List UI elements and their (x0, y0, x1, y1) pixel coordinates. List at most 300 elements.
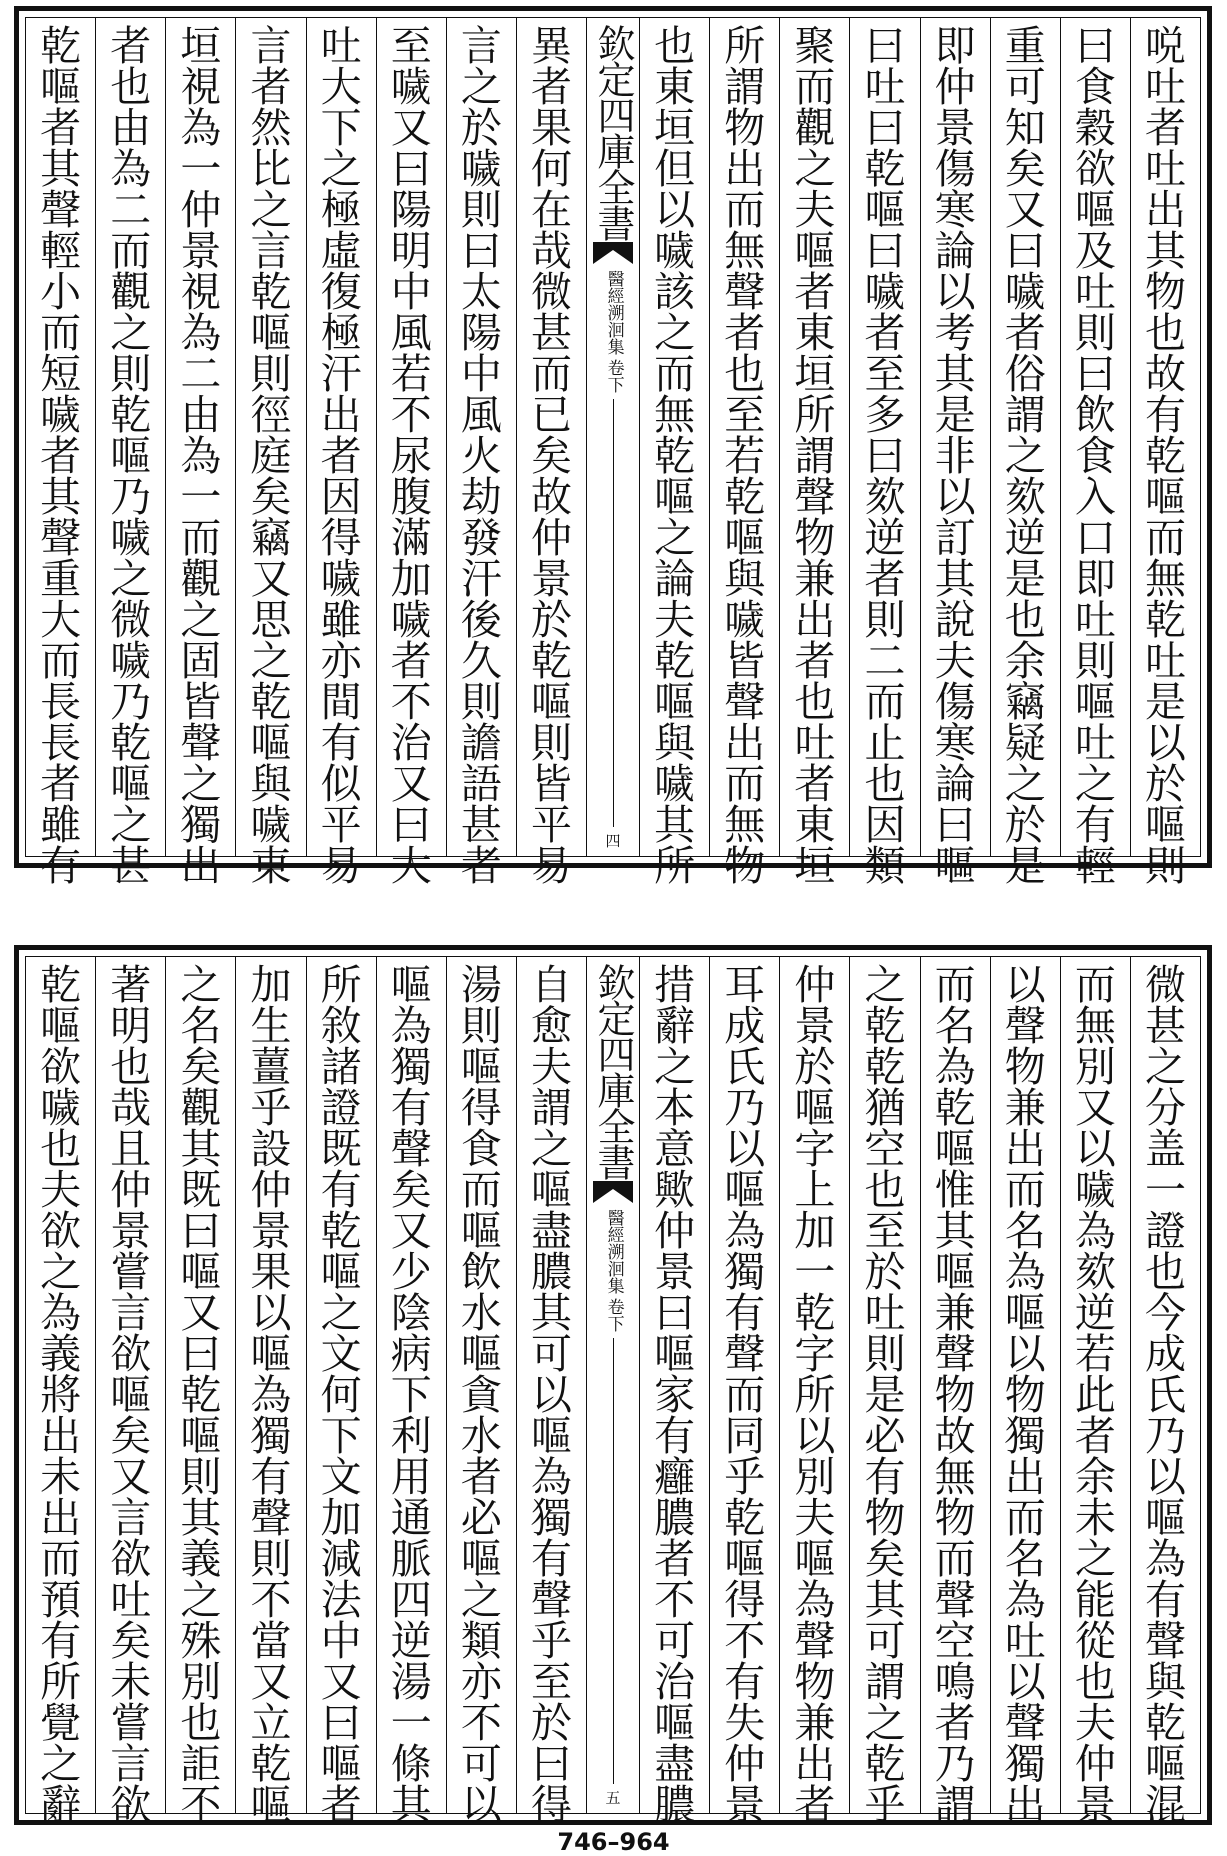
character: 為 (180, 432, 222, 480)
character: 非 (934, 432, 976, 480)
character: 也 (724, 350, 766, 398)
character: 有 (250, 1453, 292, 1501)
character: 之 (460, 63, 502, 111)
character: 謂 (794, 432, 836, 480)
character: 以 (1074, 1125, 1116, 1173)
center-fold (586, 18, 639, 856)
character: 微 (1144, 961, 1186, 1009)
text-column (235, 18, 305, 890)
character: 乾 (934, 1084, 976, 1132)
character: 乾 (1144, 1699, 1186, 1747)
character: 乾 (180, 1371, 222, 1419)
character: 聲 (40, 514, 82, 562)
character: 所 (724, 22, 766, 70)
character: 之 (654, 309, 696, 357)
character: 得 (724, 1576, 766, 1624)
character: 吐 (1144, 145, 1186, 193)
character: 嘔 (1144, 1740, 1186, 1788)
character: 果 (250, 1248, 292, 1296)
character: 雖 (40, 801, 82, 849)
character: 以 (794, 1412, 836, 1460)
character: 嘔 (794, 227, 836, 275)
work-title: 醫經溯洄集 (603, 270, 624, 355)
character: 嘔 (110, 1371, 152, 1419)
character: 與 (1144, 1658, 1186, 1706)
character: 由 (180, 391, 222, 439)
character: 物 (724, 842, 766, 890)
character: 嘔 (250, 719, 292, 767)
character: 湯 (390, 1658, 432, 1706)
character: 自 (530, 961, 572, 1009)
character: 嘔 (724, 514, 766, 562)
character: 而 (40, 637, 82, 685)
character: 文 (320, 1330, 362, 1378)
character: 不 (390, 678, 432, 726)
character: 為 (180, 104, 222, 152)
character: 當 (250, 1617, 292, 1665)
character: 嘔 (460, 1043, 502, 1091)
character: 余 (1004, 637, 1046, 685)
character: 嘔 (1144, 801, 1186, 849)
character: 吐 (320, 22, 362, 70)
character: 聲 (934, 1576, 976, 1624)
character: 別 (794, 1453, 836, 1501)
character: 無 (724, 227, 766, 275)
character: 為 (1004, 1248, 1046, 1296)
character: 又 (1004, 186, 1046, 234)
character: 以 (654, 186, 696, 234)
character: 者 (40, 104, 82, 152)
character: 者 (934, 1699, 976, 1747)
center-rule (613, 1338, 614, 1784)
character: 東 (794, 801, 836, 849)
character: 有 (1144, 391, 1186, 439)
character: 景 (794, 1002, 836, 1050)
character: 仲 (250, 1166, 292, 1214)
character: 中 (320, 1617, 362, 1665)
character: 所 (654, 842, 696, 890)
character: 甚 (1144, 1002, 1186, 1050)
character: 未 (1074, 1494, 1116, 1542)
character: 噦 (1004, 268, 1046, 316)
character: 乾 (530, 637, 572, 685)
character: 而 (180, 514, 222, 562)
character: 其 (1144, 227, 1186, 275)
character: 又 (390, 760, 432, 808)
character: 出 (180, 842, 222, 890)
character: 夫 (1074, 1699, 1116, 1747)
character: 食 (460, 1125, 502, 1173)
character: 乃 (724, 1084, 766, 1132)
character: 也 (864, 760, 906, 808)
character: 汗 (460, 555, 502, 603)
character: 空 (864, 1125, 906, 1173)
character: 得 (460, 1084, 502, 1132)
character: 知 (1004, 104, 1046, 152)
character: 得 (530, 1781, 572, 1829)
character: 後 (460, 596, 502, 644)
character: 寒 (934, 186, 976, 234)
character: 下 (390, 1371, 432, 1419)
character: 劫 (460, 473, 502, 521)
character: 之 (654, 1043, 696, 1091)
character: 少 (390, 1248, 432, 1296)
character: 者 (250, 63, 292, 111)
character: 嘔 (530, 1166, 572, 1214)
character: 二 (180, 350, 222, 398)
character: 可 (530, 1330, 572, 1378)
character: 即 (1074, 555, 1116, 603)
character: 之 (1074, 760, 1116, 808)
character: 耳 (724, 961, 766, 1009)
character: 極 (320, 309, 362, 357)
character: 者 (1144, 104, 1186, 152)
character: 哾 (1144, 22, 1186, 70)
character: 其 (530, 1289, 572, 1337)
character: 嘔 (40, 63, 82, 111)
text-column (446, 18, 516, 890)
character: 脈 (390, 1535, 432, 1583)
character: 則 (530, 719, 572, 767)
character: 其 (180, 1494, 222, 1542)
character: 能 (1074, 1576, 1116, 1624)
character: 歟 (654, 1166, 696, 1214)
character: 以 (1144, 1453, 1186, 1501)
character: 觀 (180, 1084, 222, 1132)
character: 混 (1144, 1781, 1186, 1829)
character: 詎 (180, 1740, 222, 1788)
character: 預 (40, 1576, 82, 1624)
character: 水 (460, 1412, 502, 1460)
character: 哉 (110, 1084, 152, 1132)
character: 乾 (724, 473, 766, 521)
character: 可 (654, 1617, 696, 1665)
character: 二 (864, 637, 906, 685)
character: 之 (1144, 1043, 1186, 1091)
character: 而 (460, 1166, 502, 1214)
character: 則 (110, 350, 152, 398)
character: 竊 (1004, 678, 1046, 726)
character: 者 (460, 1453, 502, 1501)
character: 所 (40, 1658, 82, 1706)
text-column (306, 18, 376, 890)
character: 俗 (1004, 350, 1046, 398)
book-title: 欽定四庫全書 (591, 24, 635, 240)
character: 嘔 (724, 1535, 766, 1583)
character: 汗 (320, 350, 362, 398)
character: 者 (110, 22, 152, 70)
character: 而 (1074, 961, 1116, 1009)
character: 乾 (794, 1289, 836, 1337)
character: 嘔 (934, 842, 976, 890)
character: 今 (1144, 1289, 1186, 1337)
character: 有 (530, 1535, 572, 1583)
character: 矣 (180, 1043, 222, 1091)
top-page-text-area (25, 17, 1201, 890)
character: 出 (724, 719, 766, 767)
character: 之 (40, 1248, 82, 1296)
character: 愈 (530, 1002, 572, 1050)
character: 別 (180, 1658, 222, 1706)
character: 仲 (724, 1740, 766, 1788)
character: 將 (40, 1371, 82, 1419)
character: 風 (460, 391, 502, 439)
character: 曰 (864, 22, 906, 70)
character: 又 (390, 104, 432, 152)
character: 逆 (864, 514, 906, 562)
character: 至 (390, 22, 432, 70)
character: 則 (250, 1535, 292, 1583)
character: 之 (794, 145, 836, 193)
character: 夫 (934, 637, 976, 685)
character: 復 (320, 268, 362, 316)
character: 一 (794, 1248, 836, 1296)
character: 嘔 (934, 1125, 976, 1173)
character: 有 (40, 842, 82, 890)
character: 物 (794, 1658, 836, 1706)
character: 易 (530, 842, 572, 890)
character: 之 (180, 596, 222, 644)
character: 嘔 (460, 1330, 502, 1378)
character: 乾 (320, 1207, 362, 1255)
character: 加 (390, 555, 432, 603)
character: 有 (320, 719, 362, 767)
character: 乾 (1144, 432, 1186, 480)
character: 其 (40, 145, 82, 193)
character: 乾 (654, 637, 696, 685)
character: 有 (1074, 801, 1116, 849)
character: 訂 (934, 514, 976, 562)
character: 則 (180, 1453, 222, 1501)
character: 無 (724, 801, 766, 849)
character: 曰 (180, 1207, 222, 1255)
character: 四 (390, 1576, 432, 1624)
character: 鳴 (934, 1658, 976, 1706)
character: 景 (654, 1248, 696, 1296)
character: 無 (654, 391, 696, 439)
character: 於 (530, 596, 572, 644)
character: 出 (724, 145, 766, 193)
character: 而 (1004, 1494, 1046, 1542)
character: 嘔 (934, 1248, 976, 1296)
character: 必 (460, 1494, 502, 1542)
character: 以 (1144, 719, 1186, 767)
bottom-page-text-area (25, 956, 1201, 1829)
character: 為 (390, 1002, 432, 1050)
character: 有 (40, 1617, 82, 1665)
character: 是 (934, 391, 976, 439)
volume-label: 卷下 (603, 1298, 624, 1332)
character: 嘔 (320, 1740, 362, 1788)
character: 不 (180, 1781, 222, 1829)
character: 景 (180, 227, 222, 275)
character: 物 (1004, 1043, 1046, 1091)
character: 聲 (180, 719, 222, 767)
character: 皆 (530, 760, 572, 808)
character: 吐 (1004, 1617, 1046, 1665)
character: 嘔 (1144, 1494, 1186, 1542)
character: 一 (390, 1699, 432, 1747)
character: 之 (110, 801, 152, 849)
character: 水 (460, 1289, 502, 1337)
character: 有 (724, 1289, 766, 1337)
character: 者 (320, 1781, 362, 1829)
character: 文 (320, 1453, 362, 1501)
character: 垣 (794, 350, 836, 398)
character: 嘔 (530, 1412, 572, 1460)
character: 觀 (180, 555, 222, 603)
character: 乾 (110, 719, 152, 767)
character: 者 (654, 1535, 696, 1583)
character: 謂 (724, 63, 766, 111)
character: 立 (250, 1699, 292, 1747)
character: 本 (654, 1084, 696, 1132)
character: 亦 (320, 637, 362, 685)
character: 風 (390, 309, 432, 357)
character: 膿 (654, 1494, 696, 1542)
text-column (26, 18, 95, 890)
character: 獨 (250, 1412, 292, 1460)
fishtail-mark-icon (593, 242, 633, 264)
character: 下 (320, 1412, 362, 1460)
text-column (516, 18, 586, 890)
character: 條 (390, 1740, 432, 1788)
character: 之 (110, 555, 152, 603)
character: 噦 (320, 555, 362, 603)
character: 而 (654, 350, 696, 398)
character: 其 (390, 1781, 432, 1829)
character: 甚 (460, 801, 502, 849)
character: 用 (390, 1453, 432, 1501)
character: 乾 (110, 391, 152, 439)
character: 從 (1074, 1617, 1116, 1665)
character: 嘔 (1074, 186, 1116, 234)
character: 是 (864, 1371, 906, 1419)
character: 不 (250, 1576, 292, 1624)
character: 乾 (250, 1740, 292, 1788)
character: 傷 (934, 678, 976, 726)
character: 陽 (390, 186, 432, 234)
character: 甚 (530, 309, 572, 357)
character: 嘔 (40, 1002, 82, 1050)
text-column (446, 957, 516, 1829)
text-column (990, 18, 1060, 890)
character: 飲 (460, 1248, 502, 1296)
character: 曰 (864, 227, 906, 275)
character: 而 (530, 350, 572, 398)
text-column (779, 18, 849, 890)
character: 但 (654, 145, 696, 193)
character: 平 (530, 801, 572, 849)
character: 欲 (110, 1781, 152, 1829)
character: 出 (1004, 1125, 1046, 1173)
character: 矣 (530, 432, 572, 480)
character: 逆 (1074, 1289, 1116, 1337)
character: 在 (530, 186, 572, 234)
character: 大 (320, 63, 362, 111)
character: 即 (934, 22, 976, 70)
character: 言 (110, 1740, 152, 1788)
text-column (165, 957, 235, 1829)
character: 又 (250, 1658, 292, 1706)
character: 生 (250, 1002, 292, 1050)
character: 為 (180, 309, 222, 357)
character: 也 (180, 1699, 222, 1747)
character: 固 (180, 637, 222, 685)
character: 者 (864, 309, 906, 357)
character: 噦 (40, 1084, 82, 1132)
character: 腹 (390, 473, 432, 521)
character: 明 (110, 1002, 152, 1050)
character: 證 (320, 1084, 362, 1132)
character: 矣 (1004, 145, 1046, 193)
character: 吐 (1074, 268, 1116, 316)
character: 為 (934, 1043, 976, 1091)
character: 以 (530, 1371, 572, 1419)
character: 之 (1004, 432, 1046, 480)
character: 故 (1144, 350, 1186, 398)
character: 嘔 (460, 1207, 502, 1255)
character: 以 (1004, 961, 1046, 1009)
character: 噦 (390, 63, 432, 111)
character: 曰 (1074, 350, 1116, 398)
character: 嘔 (250, 1330, 292, 1378)
character: 之 (180, 961, 222, 1009)
character: 皆 (180, 678, 222, 726)
character: 之 (40, 1740, 82, 1788)
text-column (639, 957, 709, 1829)
character: 何 (530, 145, 572, 193)
character: 為 (1074, 1207, 1116, 1255)
character: 謂 (530, 1084, 572, 1132)
character: 癰 (654, 1453, 696, 1501)
character: 嘔 (654, 1699, 696, 1747)
character: 平 (320, 801, 362, 849)
character: 乾 (40, 961, 82, 1009)
text-column (779, 957, 849, 1829)
character: 出 (794, 1740, 836, 1788)
character: 則 (1074, 637, 1116, 685)
character: 既 (180, 1166, 222, 1214)
page-number: 746–964 (557, 1828, 670, 1856)
character: 短 (40, 350, 82, 398)
character: 獨 (180, 801, 222, 849)
character: 視 (180, 268, 222, 316)
character: 景 (530, 555, 572, 603)
character: 者 (724, 309, 766, 357)
character: 故 (530, 473, 572, 521)
character: 獨 (1004, 1412, 1046, 1460)
text-column (306, 957, 376, 1829)
character: 異 (530, 22, 572, 70)
text-column (235, 957, 305, 1829)
character: 兼 (1004, 1084, 1046, 1132)
character: 聲 (1004, 1699, 1046, 1747)
character: 仲 (110, 1166, 152, 1214)
character: 也 (40, 1125, 82, 1173)
character: 者 (530, 63, 572, 111)
character: 微 (110, 596, 152, 644)
character: 景 (250, 1207, 292, 1255)
character: 別 (1074, 1043, 1116, 1091)
character: 有 (724, 1658, 766, 1706)
character: 則 (460, 186, 502, 234)
character: 必 (864, 1412, 906, 1460)
character: 兼 (934, 1289, 976, 1337)
character: 至 (864, 1207, 906, 1255)
book-title: 欽定四庫全書 (591, 963, 635, 1179)
character: 未 (40, 1453, 82, 1501)
